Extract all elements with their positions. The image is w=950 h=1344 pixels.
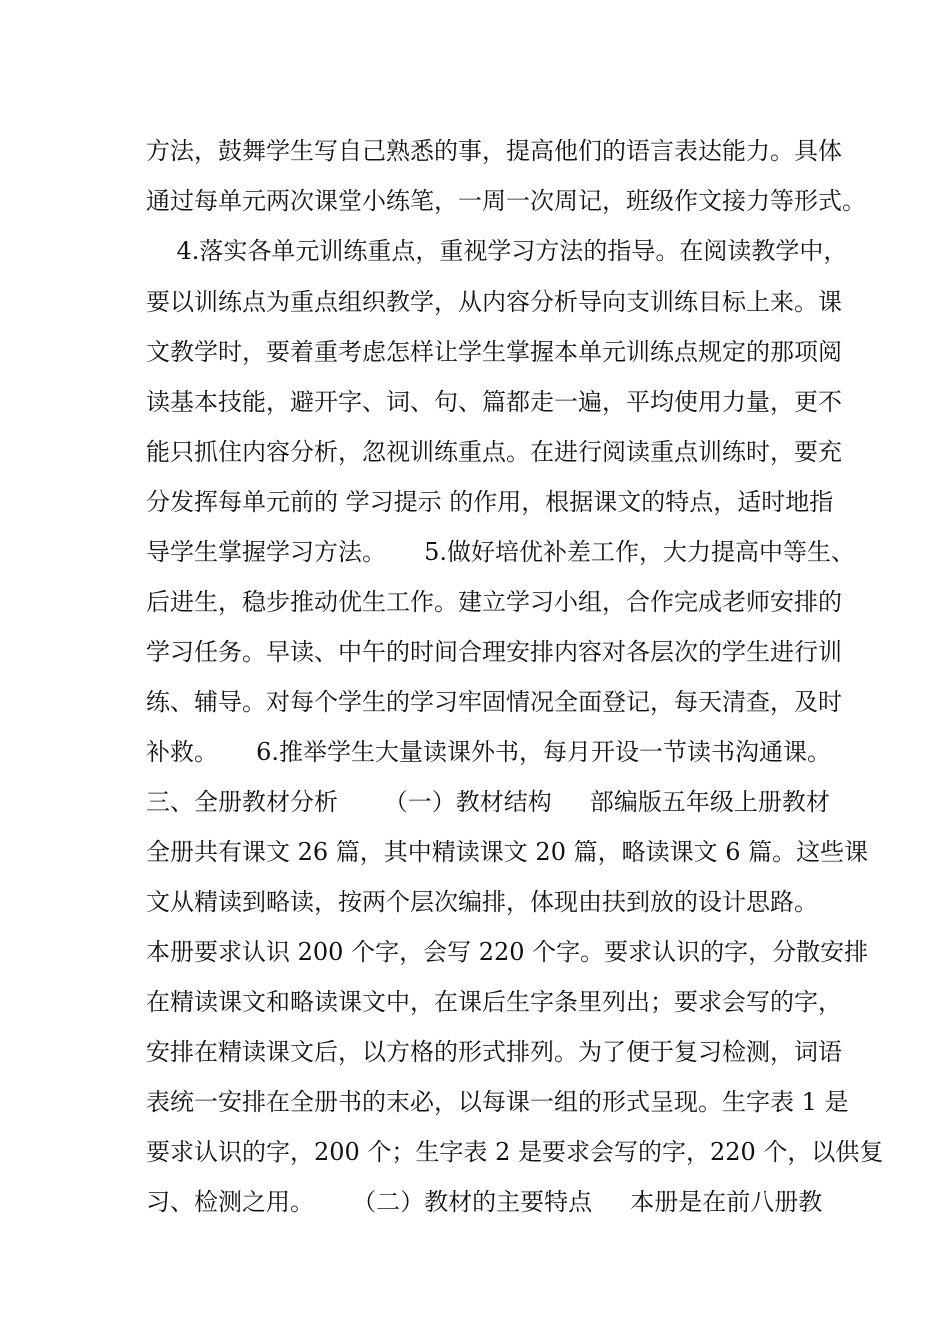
text-line: 安排在精读课文后，以方格的形式排列。为了便于复习检测，词语 — [146, 1038, 842, 1066]
text-line: 文从精读到略读，按两个层次编排，体现由扶到放的设计思路。 — [146, 888, 818, 916]
text-line: 4.落实各单元训练重点，重视学习方法的指导。在阅读教学中， — [146, 237, 848, 265]
text-line: 习、检测之用。 （二）教材的主要特点 本册是在前八册教 — [146, 1188, 823, 1216]
text-line: 学习任务。早读、中午的时间合理安排内容对各层次的学生进行训 — [146, 638, 842, 666]
text-line: 文教学时，要着重考虑怎样让学生掌握本单元训练点规定的那项阅 — [146, 338, 842, 366]
text-line: 表统一安排在全册书的末必，以每课一组的形式呈现。生字表 1 是 — [146, 1088, 849, 1116]
text-line: 方法，鼓舞学生写自己熟悉的事，提高他们的语言表达能力。具体 — [146, 137, 842, 165]
text-line: 后进生，稳步推动优生工作。建立学习小组，合作完成老师安排的 — [146, 588, 842, 616]
text-line: 在精读课文和略读课文中，在课后生字条里列出；要求会写的字， — [146, 988, 842, 1016]
text-line: 读基本技能，避开字、词、句、篇都走一遍，平均使用力量，更不 — [146, 388, 842, 416]
text-line: 要以训练点为重点组织教学，从内容分析导向支训练目标上来。课 — [146, 288, 842, 316]
text-line: 要求认识的字，200 个；生字表 2 是要求会写的字，220 个，以供复 — [146, 1138, 884, 1166]
text-line: 全册共有课文 26 篇，其中精读课文 20 篇，略读课文 6 篇。这些课 — [146, 838, 869, 866]
text-line: 能只抓住内容分析，忽视训练重点。在进行阅读重点训练时，要充 — [146, 438, 842, 466]
text-line: 分发挥每单元前的 学习提示 的作用，根据课文的特点，适时地指 — [146, 488, 834, 516]
text-line: 通过每单元两次课堂小练笔，一周一次周记，班级作文接力等形式。 — [146, 187, 866, 215]
text-line: 导学生掌握学习方法。 5.做好培优补差工作，大力提高中等生、 — [146, 538, 856, 566]
text-line: 本册要求认识 200 个字，会写 220 个字。要求认识的字，分散安排 — [146, 938, 869, 966]
text-line: 练、辅导。对每个学生的学习牢固情况全面登记，每天清查，及时 — [146, 688, 842, 716]
text-line: 补救。 6.推举学生大量读课外书，每月开设一节读书沟通课。 — [146, 738, 832, 766]
text-line: 三、全册教材分析 （一）教材结构 部编版五年级上册教材 — [146, 788, 830, 816]
